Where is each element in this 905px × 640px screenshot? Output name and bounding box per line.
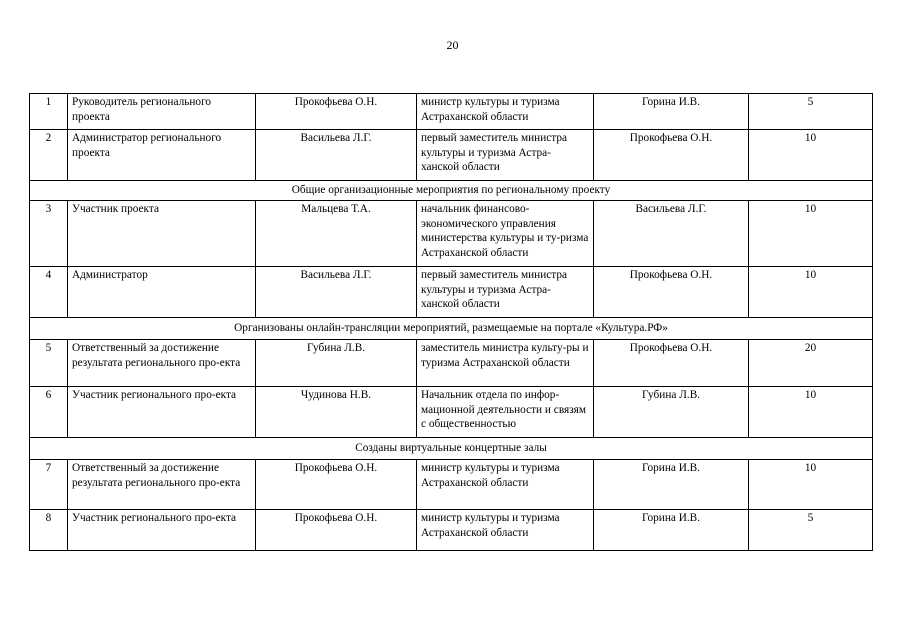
section-row: [30, 438, 873, 460]
row-number: 2: [30, 130, 68, 181]
workload-value: 20: [749, 340, 873, 387]
person-position: заместитель министра культу-ры и туризма Астраханской области: [417, 340, 594, 387]
workload-value: 10: [749, 130, 873, 181]
person-position: министр культуры и туризма Астраханской области: [417, 94, 594, 130]
supervisor-name: Васильева Л.Г.: [594, 201, 749, 267]
table-row: [30, 267, 873, 318]
section-title: Организованы онлайн-трансляции мероприятий, размещаемые на портале «Культура.РФ»: [30, 318, 873, 340]
supervisor-name: Горина И.В.: [594, 510, 749, 551]
project-role: Руководитель регионального проекта: [68, 94, 256, 130]
person-name: Прокофьева О.Н.: [256, 460, 417, 510]
person-name: Васильева Л.Г.: [256, 267, 417, 318]
project-role: Ответственный за достижение результата регионального про-екта: [68, 460, 256, 510]
row-number: 6: [30, 387, 68, 438]
row-number: 3: [30, 201, 68, 267]
workload-value: 10: [749, 267, 873, 318]
person-position: министр культуры и туризма Астраханской области: [417, 510, 594, 551]
row-number: 4: [30, 267, 68, 318]
project-staff-table: [29, 93, 873, 551]
row-number: 7: [30, 460, 68, 510]
section-title: Созданы виртуальные концертные залы: [30, 438, 873, 460]
table-row: [30, 510, 873, 551]
person-position: первый заместитель министра культуры и туризма Астра-ханской области: [417, 267, 594, 318]
project-role: Администратор: [68, 267, 256, 318]
table-row: [30, 340, 873, 387]
workload-value: 5: [749, 94, 873, 130]
row-number: 5: [30, 340, 68, 387]
person-position: министр культуры и туризма Астраханской области: [417, 460, 594, 510]
table-row: [30, 130, 873, 181]
workload-value: 5: [749, 510, 873, 551]
supervisor-name: Прокофьева О.Н.: [594, 130, 749, 181]
workload-value: 10: [749, 201, 873, 267]
row-number: 1: [30, 94, 68, 130]
person-position: первый заместитель министра культуры и туризма Астра-ханской области: [417, 130, 594, 181]
table-row: [30, 387, 873, 438]
person-name: Мальцева Т.А.: [256, 201, 417, 267]
table-row: [30, 201, 873, 267]
supervisor-name: Прокофьева О.Н.: [594, 340, 749, 387]
supervisor-name: Горина И.В.: [594, 94, 749, 130]
workload-value: 10: [749, 387, 873, 438]
person-name: Прокофьева О.Н.: [256, 94, 417, 130]
project-role: Участник регионального про-екта: [68, 387, 256, 438]
person-name: Прокофьева О.Н.: [256, 510, 417, 551]
project-role: Участник регионального про-екта: [68, 510, 256, 551]
page-number: 20: [446, 38, 459, 52]
person-name: Губина Л.В.: [256, 340, 417, 387]
person-name: Васильева Л.Г.: [256, 130, 417, 181]
table-row: [30, 460, 873, 510]
project-role: Администратор регионального проекта: [68, 130, 256, 181]
project-role: Участник проекта: [68, 201, 256, 267]
table-row: [30, 94, 873, 130]
person-position: начальник финансово-экономического управления министерства культуры и ту-ризма Астраханской области: [417, 201, 594, 267]
supervisor-name: Прокофьева О.Н.: [594, 267, 749, 318]
section-row: [30, 181, 873, 201]
workload-value: 10: [749, 460, 873, 510]
section-title: Общие организационные мероприятия по региональному проекту: [30, 181, 873, 201]
project-role: Ответственный за достижение результата регионального про-екта: [68, 340, 256, 387]
person-position: Начальник отдела по инфор-мационной деятельности и связям с общественностью: [417, 387, 594, 438]
supervisor-name: Губина Л.В.: [594, 387, 749, 438]
section-row: [30, 318, 873, 340]
supervisor-name: Горина И.В.: [594, 460, 749, 510]
row-number: 8: [30, 510, 68, 551]
person-name: Чудинова Н.В.: [256, 387, 417, 438]
